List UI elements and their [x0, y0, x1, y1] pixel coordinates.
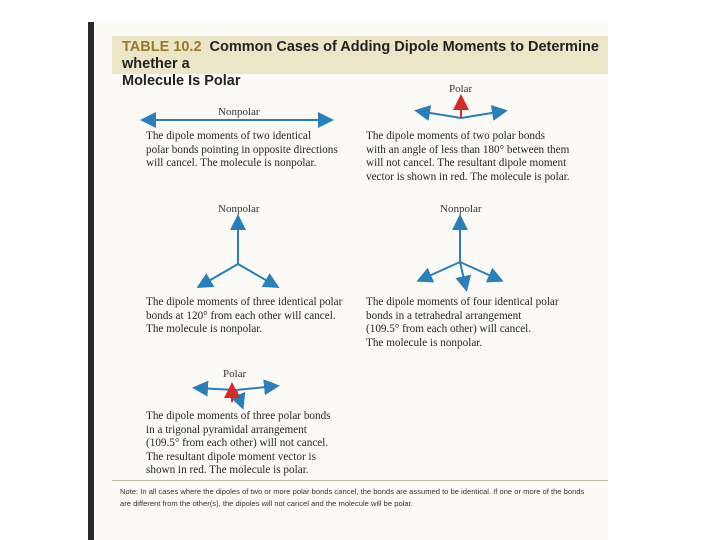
dipole-arrow-lower-right [238, 264, 276, 286]
note-divider [112, 480, 608, 481]
dipole-arrow-right [236, 386, 276, 390]
case4-diagram [412, 214, 512, 294]
case2-description: The dipole moments of two polar bonds with an angle of less than 180° between them will not cancel. The resultant dipole moment vector is shown in red. The molecule is polar. [366, 130, 570, 183]
note-line2: are different from the other(s), the dipoles will not cancel and the molecule will be polar. [120, 499, 413, 508]
dipole-arrow-lower-right [460, 262, 500, 280]
dipole-arrow-down [460, 262, 466, 288]
book-spine-edge [88, 22, 94, 540]
table-title [122, 39, 602, 90]
case5-description: The dipole moments of three polar bonds in a trigonal pyramidal arrangement (109.5° from each other) will not cancel. The resultant dipole moment vector is shown in red. The molecule is polar. [146, 410, 331, 477]
case5-label: Polar [223, 368, 247, 380]
dipole-arrow-left [196, 388, 236, 390]
case1-label: Nonpolar [218, 106, 260, 118]
case1-diagram [140, 112, 340, 128]
case1-description: The dipole moments of two identical polar bonds pointing in opposite directions will cancel. The molecule is nonpolar. [146, 130, 338, 170]
table-note [120, 486, 608, 510]
table-title-line1: Common Cases of Adding Dipole Moments to Determine whether a [122, 39, 599, 72]
case2-diagram [412, 92, 512, 128]
case3-description: The dipole moments of three identical polar bonds at 120° from each other will cancel. The molecule is nonpolar. [146, 296, 343, 336]
table-title-line2: Molecule Is Polar [122, 73, 241, 89]
case5-diagram [190, 376, 290, 410]
case3-label: Nonpolar [218, 203, 260, 215]
dipole-arrow-down [236, 390, 242, 406]
case4-description: The dipole moments of four identical polar bonds in a tetrahedral arrangement (109.5° from each other) will cancel. The molecule is nonpolar. [366, 296, 559, 349]
case2-label: Polar [449, 83, 473, 95]
dipole-arrow-lower-left [420, 262, 460, 280]
note-line1: Note: In all cases where the dipoles of two or more polar bonds cancel, the bonds are assumed to be identical. If one or more of the bonds [120, 487, 585, 496]
table-number: TABLE 10.2 [122, 39, 202, 55]
case4-label: Nonpolar [440, 203, 482, 215]
dipole-arrow-left [418, 111, 461, 118]
dipole-arrow-lower-left [200, 264, 238, 286]
case3-diagram [190, 214, 290, 294]
dipole-arrow-right [461, 111, 504, 118]
